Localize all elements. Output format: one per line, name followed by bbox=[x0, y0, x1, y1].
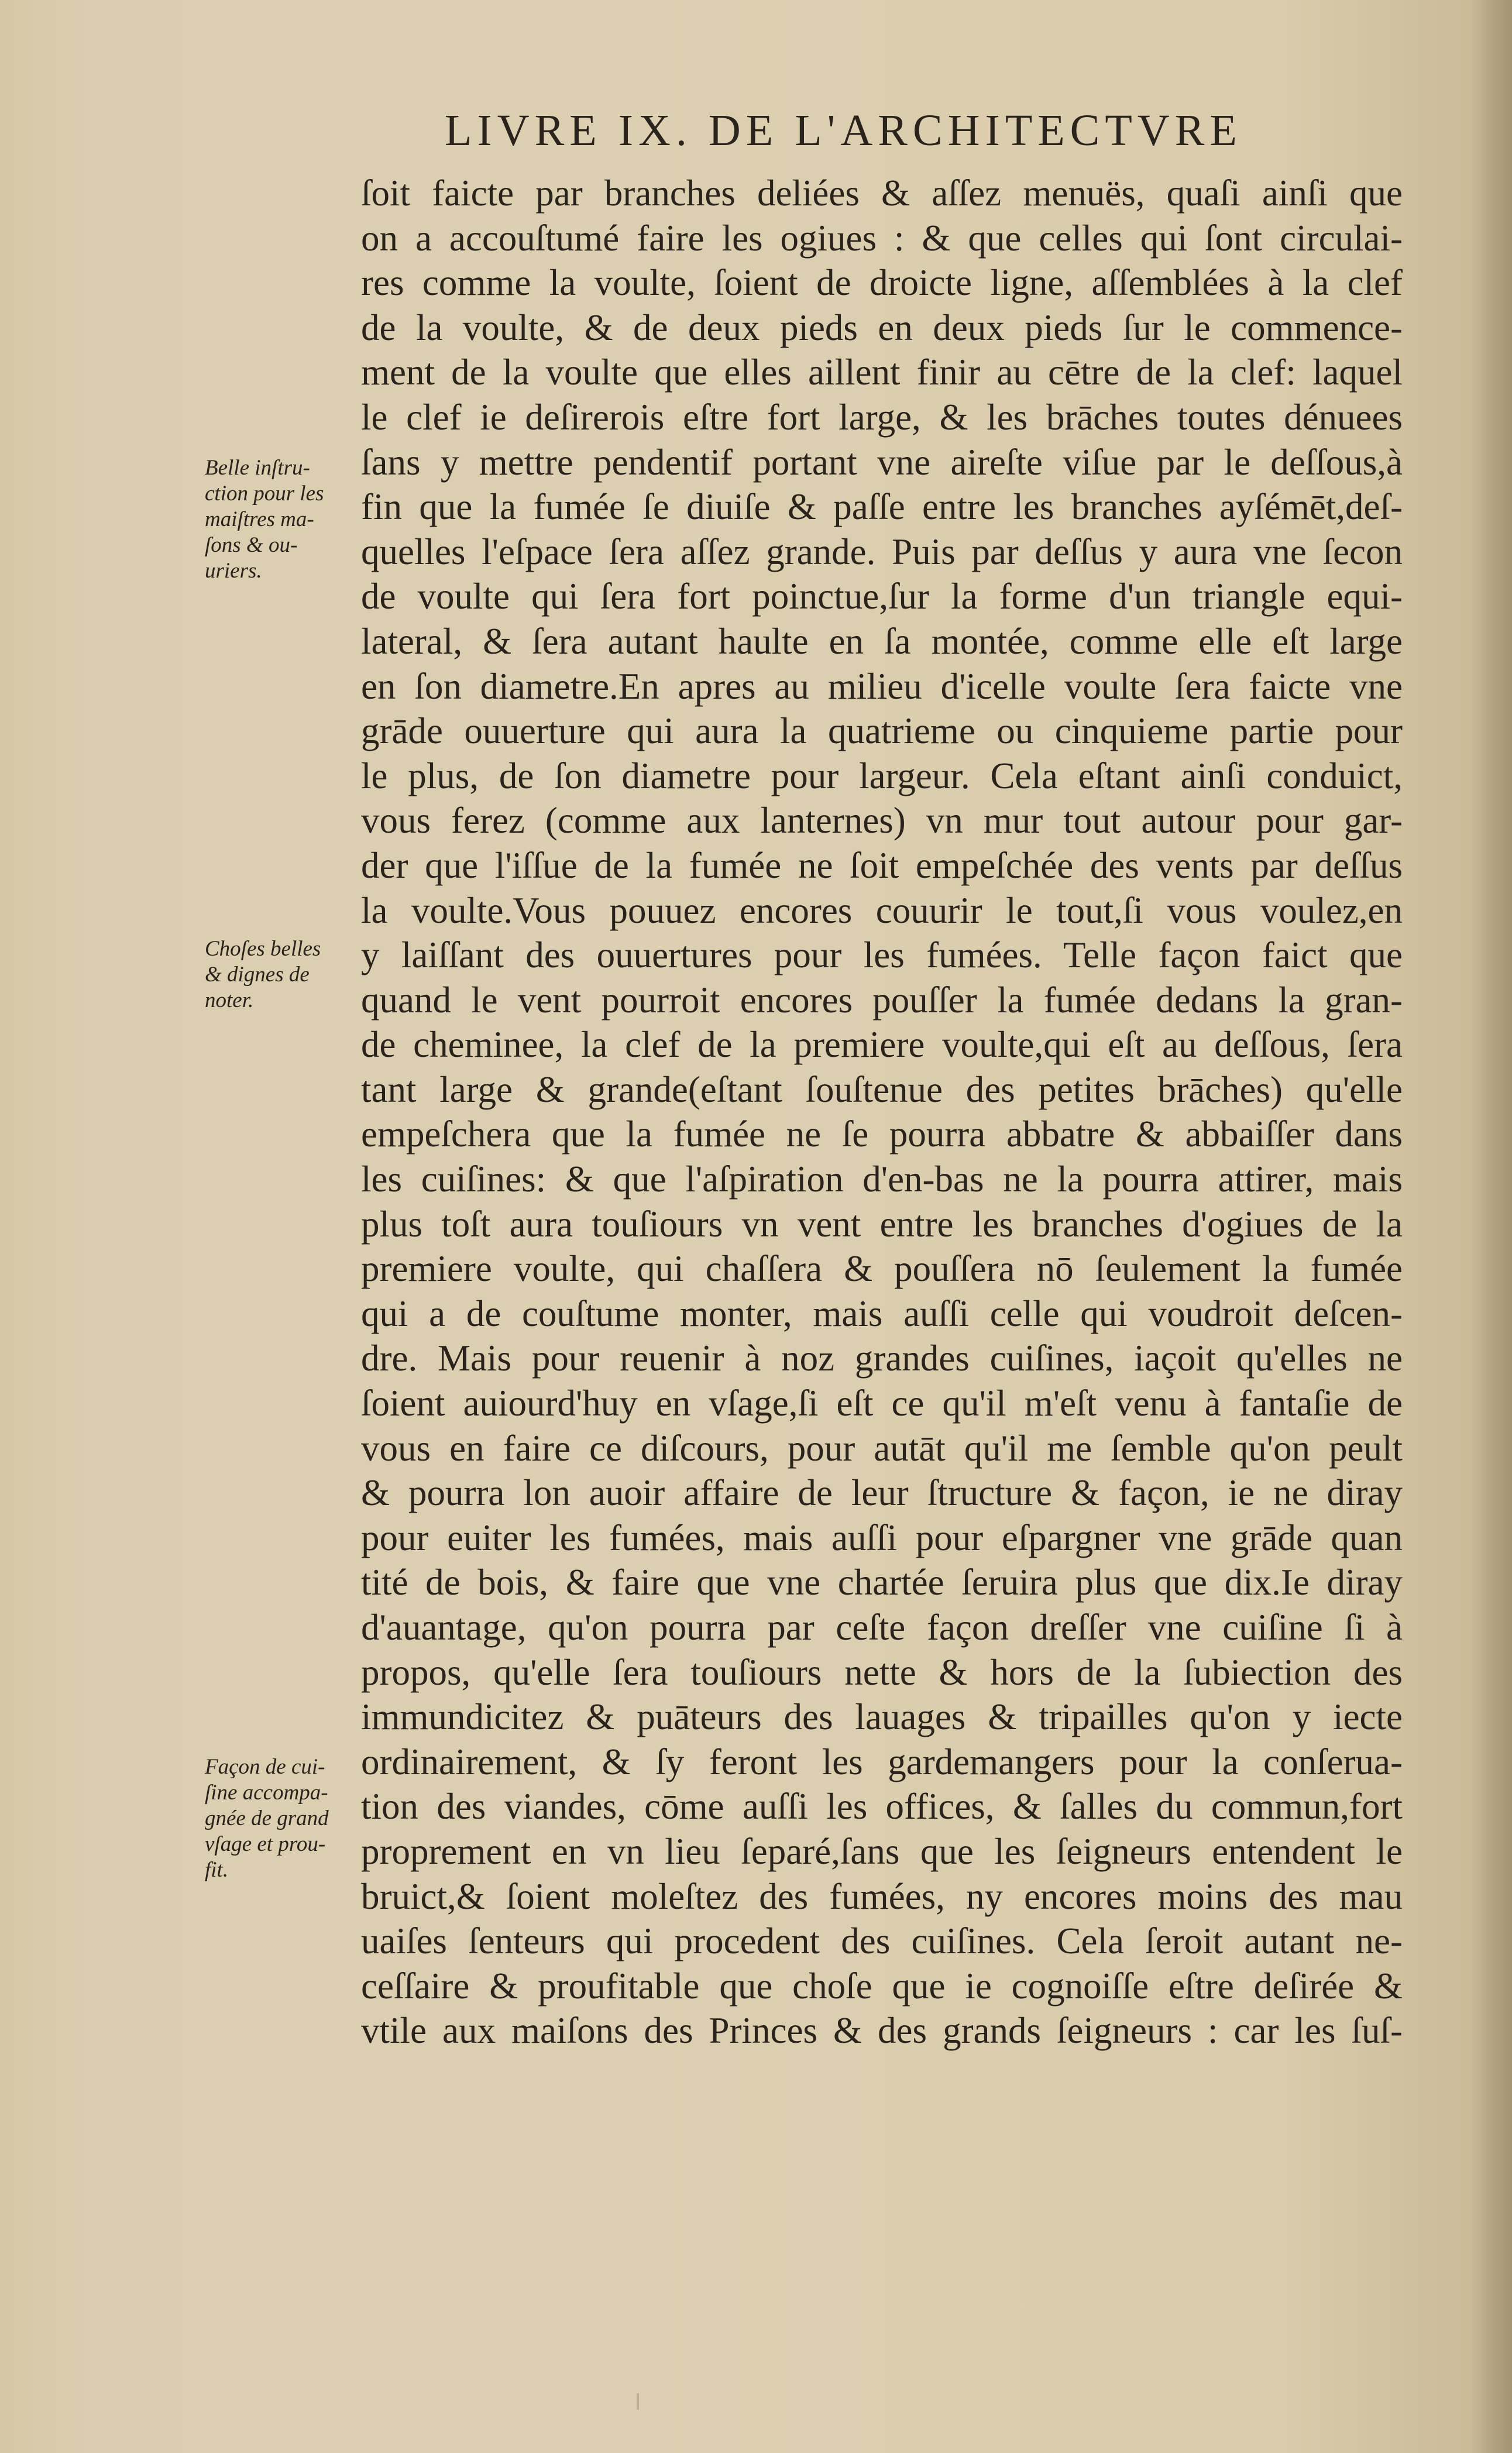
page-gutter-shadow bbox=[1471, 0, 1512, 2453]
text-line: la voulte.Vous pouuez encores couurir le tout,ſi vous voulez,en bbox=[361, 889, 1403, 931]
text-line: grāde ouuerture qui aura la quatrieme ou cinquieme partie pour bbox=[361, 710, 1403, 752]
margin-note-line: gnée de grand bbox=[205, 1806, 329, 1830]
margin-note-line: Belle inſtru- bbox=[205, 456, 310, 480]
text-line: ſoient auiourd'huy en vſage,ſi eſt ce qu'il m'eſt venu à fantaſie de bbox=[361, 1383, 1403, 1424]
text-line: & pourra lon auoir affaire de leur ſtructure & façon, ie ne diray bbox=[361, 1472, 1403, 1514]
margin-note-line: Façon de cui- bbox=[205, 1755, 325, 1779]
text-line: ment de la voulte que elles aillent finir au cētre de la clef: laquel bbox=[361, 352, 1403, 393]
text-line: vous ferez (comme aux lanternes) vn mur tout autour pour gar- bbox=[361, 800, 1403, 841]
margin-note-line: fit. bbox=[205, 1858, 229, 1882]
margin-note-facon-de-cuisine bbox=[205, 1754, 357, 1883]
text-line: vtile aux maiſons des Princes & des grands ſeigneurs : car les ſuſ- bbox=[361, 2010, 1403, 2052]
text-line: plus toſt aura touſiours vn vent entre les branches d'ogiues de la bbox=[361, 1203, 1403, 1245]
text-line: ceſſaire & proufitable que choſe que ie cognoiſſe eſtre deſirée & bbox=[361, 1965, 1403, 2007]
text-line: le plus, de ſon diametre pour largeur. Cela eſtant ainſi conduict, bbox=[361, 755, 1403, 796]
text-line: propos, qu'elle ſera touſiours nette & hors de la ſubiection des bbox=[361, 1651, 1403, 1693]
text-line: tion des viandes, cōme auſſi les offices, & ſalles du commun,fort bbox=[361, 1786, 1403, 1827]
margin-note-line: ſine accompa- bbox=[205, 1781, 328, 1805]
text-line: les cuiſines: & que l'aſpiration d'en-bas ne la pourra attirer, mais bbox=[361, 1159, 1403, 1200]
text-line: ordinairement, & ſy feront les gardemangers pour la conſerua- bbox=[361, 1741, 1403, 1782]
margin-note-line: noter. bbox=[205, 988, 254, 1012]
text-line: res comme la voulte, ſoient de droicte ligne, aſſemblées à la clef bbox=[361, 262, 1403, 304]
margin-note-instruction bbox=[205, 455, 357, 584]
text-line: de cheminee, la clef de la premiere voulte,qui eſt au deſſous, ſera bbox=[361, 1024, 1403, 1066]
text-line: ſoit faicte par branches deliées & aſſez menuës, quaſi ainſi que bbox=[361, 173, 1403, 214]
text-line: on a accouſtumé faire les ogiues : & que celles qui ſont circulai- bbox=[361, 217, 1403, 259]
margin-note-line: ſons & ou- bbox=[205, 533, 298, 557]
text-line: d'auantage, qu'on pourra par ceſte façon dreſſer vne cuiſine ſi à bbox=[361, 1607, 1403, 1648]
text-line: qui a de couſtume monter, mais auſſi celle qui voudroit deſcen- bbox=[361, 1293, 1403, 1334]
text-line: proprement en vn lieu ſeparé,ſans que les ſeigneurs entendent le bbox=[361, 1830, 1403, 1872]
text-line: lateral, & ſera autant haulte en ſa montée, comme elle eſt large bbox=[361, 620, 1403, 662]
text-line: de voulte qui ſera fort poinctue,ſur la forme d'un triangle equi- bbox=[361, 576, 1403, 617]
text-line: quelles l'eſpace ſera aſſez grande. Puis par deſſus y aura vne ſecon bbox=[361, 531, 1403, 572]
text-line: premiere voulte, qui chaſſera & pouſſera nō ſeulement la fumée bbox=[361, 1248, 1403, 1290]
body-text bbox=[361, 171, 1403, 2053]
text-line: quand le vent pourroit encores pouſſer la fumée dedans la gran- bbox=[361, 979, 1403, 1021]
margin-note-line: vſage et prou- bbox=[205, 1832, 326, 1856]
text-line: y laiſſant des ouuertures pour les fumées. Telle façon faict que bbox=[361, 935, 1403, 976]
text-line: immundicitez & puāteurs des lauages & tripailles qu'on y iecte bbox=[361, 1696, 1403, 1738]
text-line: de la voulte, & de deux pieds en deux pieds ſur le commence- bbox=[361, 307, 1403, 348]
margin-note-line: & dignes de bbox=[205, 963, 310, 987]
margin-note-line: ction pour les bbox=[205, 482, 324, 506]
text-line: pour euiter les fumées, mais auſſi pour eſpargner vne grāde quan bbox=[361, 1517, 1403, 1558]
running-head: LIVRE IX. DE L'ARCHITECTVRE bbox=[445, 106, 1242, 155]
text-line: uaiſes ſenteurs qui procedent des cuiſines. Cela ſeroit autant ne- bbox=[361, 1921, 1403, 1962]
text-line: der que l'iſſue de la fumée ne ſoit empeſchée des vents par deſſus bbox=[361, 844, 1403, 886]
text-line: vous en faire ce diſcours, pour autāt qu'il me ſemble qu'on peult bbox=[361, 1427, 1403, 1469]
text-line: tant large & grande(eſtant ſouſtenue des petites brāches) qu'elle bbox=[361, 1069, 1403, 1110]
text-line: dre. Mais pour reuenir à noz grandes cuiſines, iaçoit qu'elles ne bbox=[361, 1338, 1403, 1379]
margin-note-line: Choſes belles bbox=[205, 937, 321, 961]
margin-note-choses-belles bbox=[205, 936, 357, 1014]
text-line: ſans y mettre pendentif portant vne aireſte viſue par le deſſous,à bbox=[361, 441, 1403, 483]
text-line: tité de bois, & faire que vne chartée ſeruira plus que dix.Ie diray bbox=[361, 1562, 1403, 1603]
margin-note-line: uriers. bbox=[205, 559, 262, 583]
margin-note-line: maiſtres ma- bbox=[205, 507, 314, 531]
text-line: en ſon diametre.En apres au milieu d'icelle voulte ſera faicte vne bbox=[361, 665, 1403, 707]
text-line: le clef ie deſirerois eſtre fort large, & les brāches toutes dénuees bbox=[361, 396, 1403, 438]
text-line: bruict,& ſoient moleſtez des fumées, ny encores moins des mau bbox=[361, 1875, 1403, 1917]
page-mark bbox=[637, 2393, 639, 2410]
text-line: fin que la fumée ſe diuiſe & paſſe entre les branches ayſémēt,deſ- bbox=[361, 486, 1403, 528]
text-line: empeſchera que la fumée ne ſe pourra abbatre & abbaiſſer dans bbox=[361, 1114, 1403, 1155]
